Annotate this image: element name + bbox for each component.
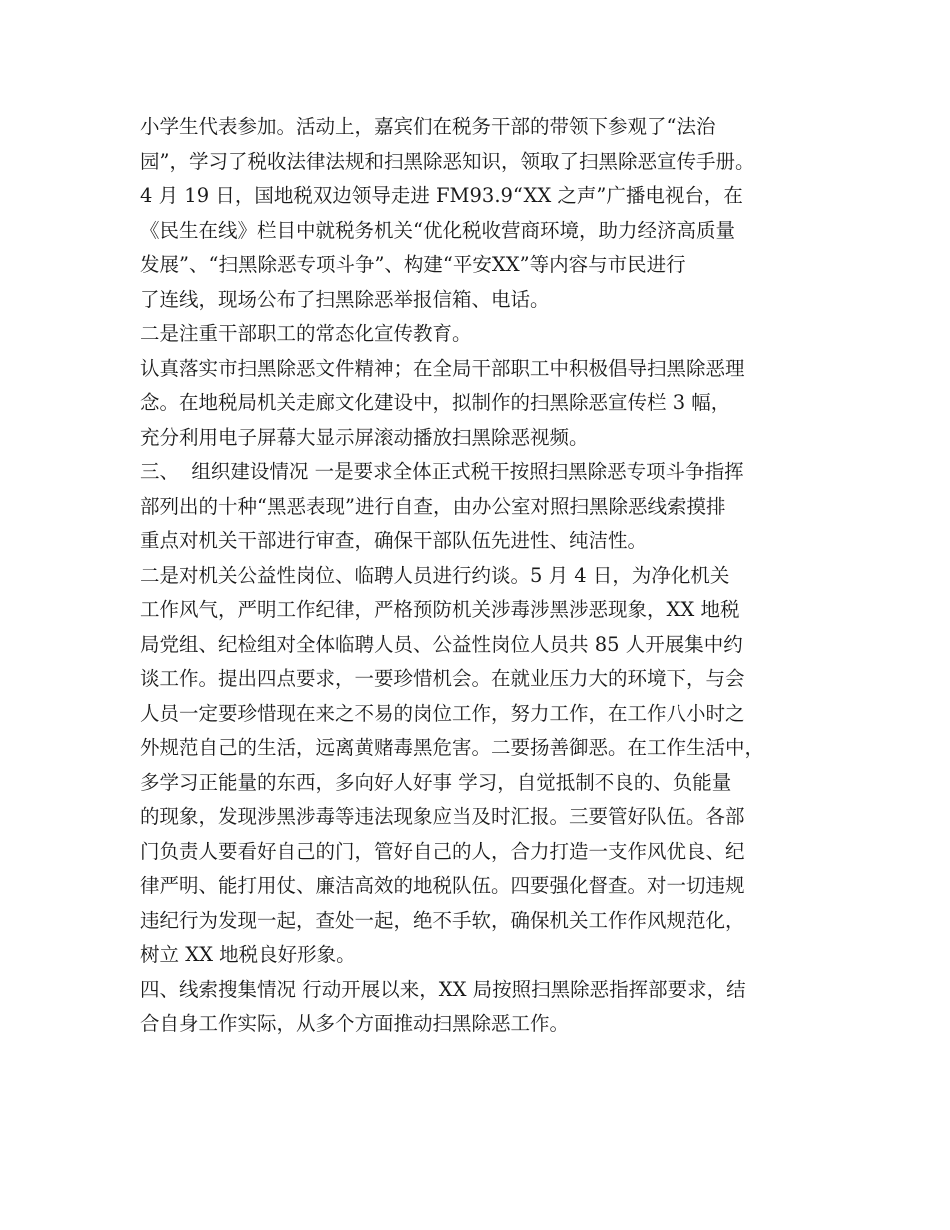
text-line: 念。在地税局机关走廊文化建设中，拟制作的扫黑除恶宣传栏 3 幅， [140,391,731,414]
text-line: 三、 组织建设情况 一是要求全体正式税干按照扫黑除恶专项斗争指挥 [140,460,744,483]
text-line: 谈工作。提出四点要求，一要珍惜机会。在就业压力大的环境下，与会 [140,667,745,690]
text-line: 工作风气，严明工作纪律，严格预防机关涉毒涉黑涉恶现象，XX 地税 [140,598,740,621]
text-line: 违纪行为发现一起，查处一起，绝不手软，确保机关工作作风规范化， [140,908,745,932]
text-line: 的现象，发现涉黑涉毒等违法现象应当及时汇报。三要管好队伍。各部 [140,805,745,828]
document-body [140,110,820,1042]
text-line: 人员一定要珍惜现在来之不易的岗位工作，努力工作，在工作八小时之 [140,701,745,725]
text-line: 发展”、“扫黑除恶专项斗争”、构建“平安XX”等内容与市民进行 [140,253,686,276]
text-line: 部列出的十种“黑恶表现”进行自查，由办公室对照扫黑除恶线索摸排 [140,494,726,518]
text-line: 外规范自己的生活，远离黄赌毒黑危害。二要扬善御恶。在工作生活中， [140,736,765,759]
text-line: 二是对机关公益性岗位、临聘人员进行约谈。5 月 4 日，为净化机关 [140,563,730,587]
text-line: 多学习正能量的东西，多向好人好事 学习，自觉抵制不良的、负能量 [140,770,732,794]
text-line: 局党组、纪检组对全体临聘人员、公益性岗位人员共 85 人开展集中约 [140,632,743,656]
text-line: 《民生在线》栏目中就税务机关“优化税收营商环境，助力经济高质量 [140,218,735,242]
text-line: 充分利用电子屏幕大显示屏滚动播放扫黑除恶视频。 [140,425,589,449]
text-line: 门负责人要看好自己的门，管好自己的人，合力打造一支作风优良、纪 [140,839,745,863]
text-line: 四、线索搜集情况 行动开展以来，XX 局按照扫黑除恶指挥部要求，结 [140,977,746,1001]
text-line: 了连线，现场公布了扫黑除恶举报信箱、电话。 [140,287,550,311]
text-line: 园”，学习了税收法律法规和扫黑除恶知识，领取了扫黑除恶宣传手册。 [140,149,755,173]
text-line: 树立 XX 地税良好形象。 [140,943,356,966]
text-line: 小学生代表参加。活动上，嘉宾们在税务干部的带领下参观了“法治 [140,115,716,138]
text-line: 律严明、能打用仗、廉洁高效的地税队伍。四要强化督查。对一切违规 [140,874,745,897]
text-line: 认真落实市扫黑除恶文件精神；在全局干部职工中积极倡导扫黑除恶理 [140,356,745,380]
text-line: 合自身工作实际，从多个方面推动扫黑除恶工作。 [140,1012,570,1035]
text-line: 重点对机关干部进行审查，确保干部队伍先进性、纯洁性。 [140,529,648,552]
text-line: 4 月 19 日，国地税双边领导走进 FM93.9“XX 之声”广播电视台，在 [140,184,743,207]
text-line: 二是注重干部职工的常态化宣传教育。 [140,322,472,345]
